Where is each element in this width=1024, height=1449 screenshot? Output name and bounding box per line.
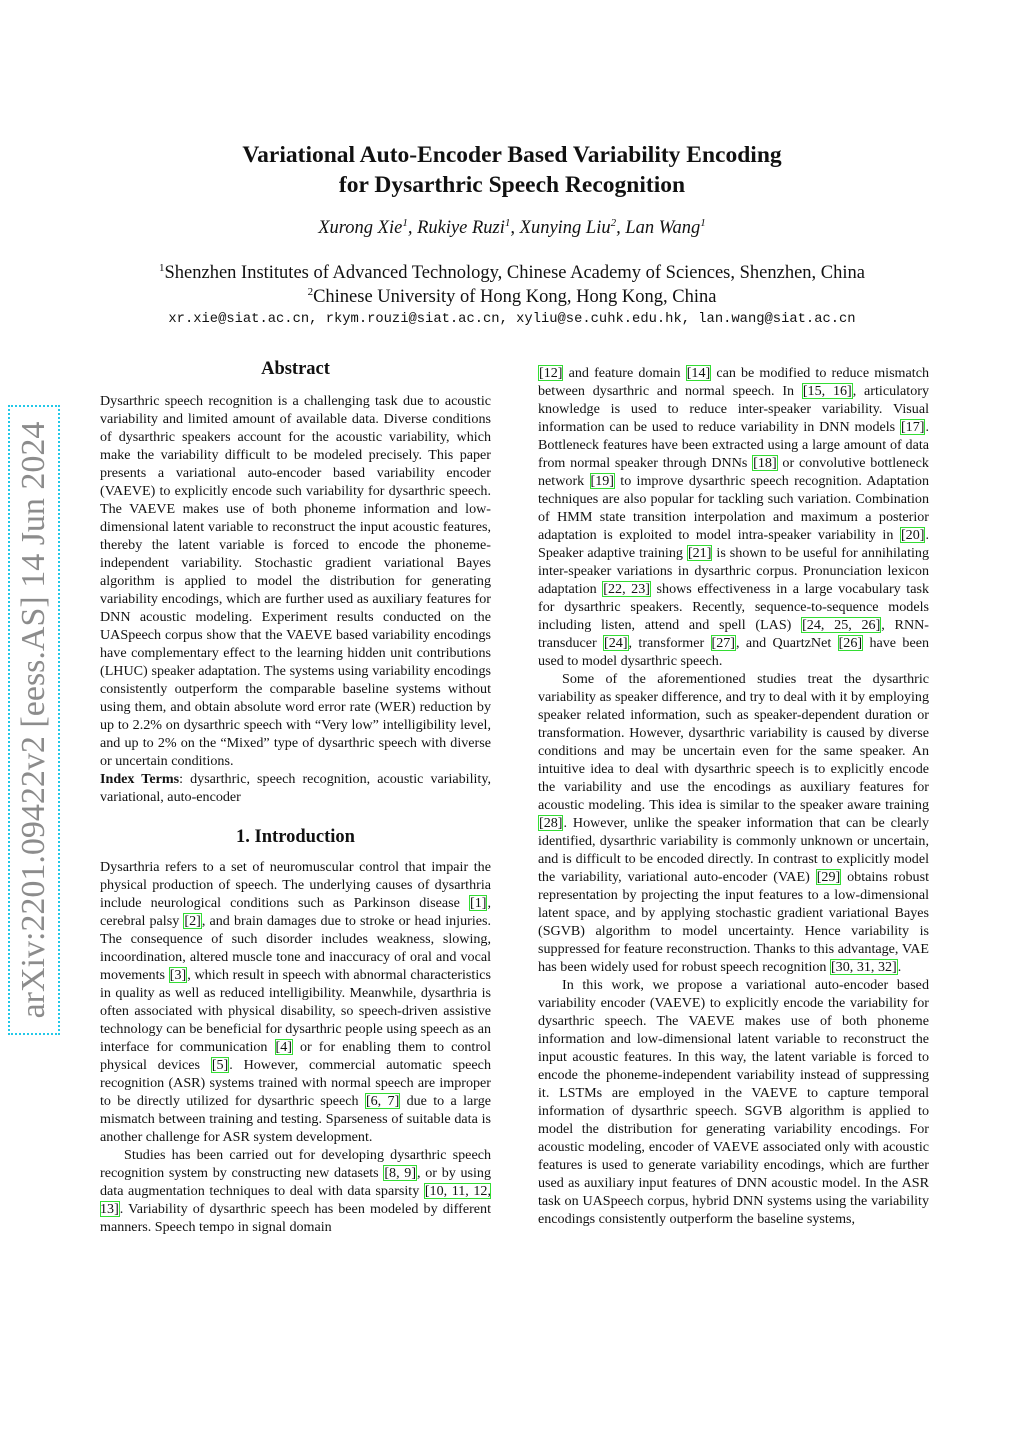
citation-link[interactable]: [22, 23]	[603, 581, 650, 597]
paragraph-text: can be modified to reduce mismatch between dysarthric and normal speech. In	[538, 365, 929, 399]
citation-link[interactable]: [29]	[816, 869, 841, 885]
citation-link[interactable]: [3]	[169, 967, 187, 983]
citation-link[interactable]: [14]	[686, 365, 711, 381]
index-terms-text: : dysarthric, speech recognition, acoustic variability, variational, auto-encoder	[100, 771, 491, 805]
paragraph-text: Dysarthria refers to a set of neuromuscular control that impair the physical production of speech. The underlying causes of dysarthria include neurological conditions such as Parkinson disease	[100, 859, 491, 911]
affiliation-1	[0, 261, 1024, 285]
citation-link[interactable]: [10, 11, 12, 13]	[100, 1183, 491, 1217]
author-list: Xurong Xie$^1$, Rukiye Ruzi$^1$, Xunying Liu$^2$, Lan Wang$^1$	[318, 216, 706, 238]
affiliation-text: Shenzhen Institutes of Advanced Technology, Chinese Academy of Sciences, Shenzhen, China	[164, 263, 865, 283]
paragraph-text: have been used to model dysarthric speech.	[538, 635, 930, 669]
arxiv-stamp[interactable]: arXiv:2201.09422v2 [eess.AS] 14 Jun 2024	[15, 421, 52, 1019]
paragraph-text: to improve dysarthric speech recognition. Adaptation techniques are also popular for tackling such variation. Combination of HMM state transition interpolation and maximum a posterior adaptation is exploited to model intra-speaker variability in	[538, 473, 929, 543]
citation-link[interactable]: [21]	[687, 545, 712, 561]
author-name: Rukiye Ruzi	[417, 218, 505, 238]
paragraph-text: , and QuartzNet	[735, 635, 838, 651]
author-emails: xr.xie@siat.ac.cn, rkym.rouzi@siat.ac.cn, xyliu@se.cuhk.edu.hk, lan.wang@siat.ac.cn	[168, 312, 856, 327]
paper-title	[0, 140, 1024, 200]
abstract-heading: Abstract	[261, 359, 330, 379]
right-column	[538, 364, 929, 1228]
paragraph-text: .	[897, 959, 902, 975]
author-affil-mark: 1	[700, 216, 706, 229]
paragraph-text: , or by using data augmentation techniques to deal with data sparsity	[100, 1165, 492, 1199]
paragraph-text: , RNN-transducer	[538, 617, 930, 651]
citation-link[interactable]: [6, 7]	[365, 1093, 400, 1109]
citation-link[interactable]: [19]	[590, 473, 614, 489]
citation-link[interactable]: [5]	[211, 1057, 229, 1073]
author-name: Lan Wang	[625, 218, 701, 238]
intro-paragraph-5: In this work, we propose a variational auto-encoder based variability encoder (VAEVE) to explicitly encode the variability for dysarthric speech. The VAEVE makes use of both phoneme information and low-dimensional latent variable to reconstruct the input acoustic features. In this way, the latent variable is forced to encode the phoneme-independent variability instead of suppressing it. LSTMs are employed in the VAEVE to capture temporal information of dysarthric speech. SGVB algorithm is applied to model the distribution for generating variability encodings. For acoustic modeling, encoder of VAEVE associated only with acoustic features is used to generate variability encodings, which are further used as auxiliary input features of DNN acoustic model. In the ASR task on UASpeech corpus, hybrid DNN systems using the variability encodings consistently outperform the baseline systems,	[538, 977, 929, 1227]
citation-link[interactable]: [1]	[470, 895, 487, 911]
paragraph-text: due to a large mismatch between training and testing. Sparseness of suitable data is another challenge for ASR system development.	[100, 1093, 492, 1145]
left-column	[100, 360, 491, 1236]
paragraph-text: Studies has been carried out for developing dysarthric speech recognition system by constructing new datasets	[100, 1147, 491, 1181]
citation-link[interactable]: [24]	[604, 635, 628, 651]
paragraph-text: obtains robust representation by projecting the input features to a low-dimensional latent space, and by applying stochastic gradient variational Bayes (SGVB) algorithm to model uncertainty. Hence variability is suppressed for feature reconstruction. Thanks to this advantage, VAE has been widely used for robust speech recognition	[538, 869, 929, 975]
intro-paragraph-4	[538, 670, 929, 976]
citation-link[interactable]: [8, 9]	[384, 1165, 417, 1181]
paragraph-text: . Bottleneck features have been extracted using a large amount of data from normal speaker through DNNs	[538, 419, 929, 471]
paragraph-text: , transformer	[628, 635, 711, 651]
section-heading-introduction: 1. Introduction	[236, 827, 355, 847]
paragraph-text: , which result in speech with abnormal characteristics in quality as well as reduced intelligibility. Meanwhile, dysarthria is often associated with physical disability, so speech-driven assistive technology can be beneficial for dysarthric people using speech as an interface for communication	[100, 967, 491, 1055]
citation-link[interactable]: [28]	[539, 815, 563, 831]
citation-link[interactable]: [2]	[184, 913, 201, 929]
author-affil-mark: 2	[610, 216, 617, 229]
citation-link[interactable]: [24, 25, 26]	[802, 617, 881, 633]
paragraph-text: , and brain damages due to stroke or head injuries. The consequence of such disorder includes weakness, slowing, incoordination, altered muscle tone and inaccuracy of oral and vocal movements	[100, 913, 492, 983]
affiliation-2	[0, 285, 1024, 309]
intro-paragraph-2	[100, 1146, 491, 1236]
intro-paragraph-3	[538, 364, 929, 670]
intro-paragraph-1	[100, 858, 491, 1146]
paragraph-text: , cerebral palsy	[100, 895, 491, 929]
paragraph-text: shows effectiveness in a large vocabulary task for dysarthric speakers. Recently, sequence-to-sequence models including listen, attend and spell (LAS)	[538, 581, 929, 633]
index-terms	[100, 770, 491, 806]
citation-link[interactable]: [26]	[838, 635, 863, 651]
citation-link[interactable]: [4]	[275, 1039, 292, 1055]
citation-link[interactable]: [27]	[711, 635, 735, 651]
affiliations	[0, 261, 1024, 309]
paragraph-text: or for enabling them to control physical devices	[100, 1039, 491, 1073]
citation-link[interactable]: [30, 31, 32]	[830, 959, 897, 975]
paragraph-text: , articulatory knowledge is used to reduce inter-speaker variability. Visual information can be used to reduce variability in DNN models	[538, 383, 929, 435]
paragraph-text: . Speaker adaptive training	[538, 527, 929, 561]
citation-link[interactable]: [17]	[900, 419, 925, 435]
paragraph-text: and feature domain	[563, 365, 686, 381]
citation-link[interactable]: [20]	[900, 527, 925, 543]
citation-link[interactable]: [18]	[753, 455, 777, 471]
citation-link[interactable]: [12]	[539, 365, 563, 381]
affiliation-mark: 2	[307, 285, 314, 298]
title-line-2: for Dysarthric Speech Recognition	[338, 172, 686, 198]
abstract-text: Dysarthric speech recognition is a challenging task due to acoustic variability and limited amount of available data. Diverse conditions of dysarthric speakers account for the acoustic variability, which make the variability difficult to be modeled precisely. This paper presents a variational auto-encoder based variability encoder (VAEVE) to explicitly encode such variability for dysarthric speech. The VAEVE makes use of both phoneme information and low-dimensional latent variable to reconstruct the input acoustic features, thereby the latent variable is forced to encode the phoneme-independent variability. Stochastic gradient variational Bayes algorithm is applied to model the distribution for generating variability encodings, which are further used as auxiliary features for DNN acoustic modeling. Experiment results conducted on the UASpeech corpus show that the VAEVE based variability encodings have complementary effect to the learning hidden unit contributions (LHUC) speaker adaptation. The systems using variability encodings consistently outperform the comparable baseline systems without using them, and obtain absolute word error rate (WER) reduction by up to 2.2% on dysarthric speech with “Very low” intelligibility level, and up to 2% on the “Mixed” type of dysarthric speech with diverse or uncertain conditions.	[100, 393, 491, 769]
index-terms-label: Index Terms	[100, 771, 180, 787]
paragraph-text: Some of the aforementioned studies treat the dysarthric variability as speaker difference, and try to deal with it by employing speaker related information, such as speaker-dependent duration or transformation. However, dysarthric variability is caused by diverse conditions and may be uncertain even for the same speaker. An intuitive idea to deal with dysarthric speech is to explicitly encode the variability and use the encodings as auxiliary features for acoustic modeling. This idea is similar to the speaker aware training	[538, 671, 929, 813]
author-affil-mark: 1	[504, 216, 511, 229]
paragraph-text: . However, unlike the speaker information that can be clearly identified, dysarthric variability is commonly unknown or uncertain, and is difficult to be encoded directly. In contrast to explicitly model the variability, variational auto-encoder (VAE)	[538, 815, 929, 885]
paragraph-text: is shown to be useful for annihilating inter-speaker variations in dysarthric corpus. Pronunciation lexicon adaptation	[538, 545, 929, 597]
paragraph-text: or convolutive bottleneck network	[538, 455, 929, 489]
paragraph-text: . However, commercial automatic speech recognition (ASR) systems trained with normal speech are improper to be directly utilized for dysarthric speech	[100, 1057, 491, 1109]
title-line-1: Variational Auto-Encoder Based Variability Encoding	[242, 142, 782, 168]
affiliation-text: Chinese University of Hong Kong, Hong Kong, China	[313, 287, 717, 307]
author-affil-mark: 1	[402, 216, 408, 229]
citation-link[interactable]: [15, 16]	[802, 383, 852, 399]
author-name: Xunying Liu	[519, 218, 611, 238]
affiliation-mark: 1	[158, 261, 165, 274]
author-name: Xurong Xie	[318, 218, 403, 238]
paragraph-text: . Variability of dysarthric speech has been modeled by different manners. Speech tempo in signal domain	[100, 1201, 491, 1235]
